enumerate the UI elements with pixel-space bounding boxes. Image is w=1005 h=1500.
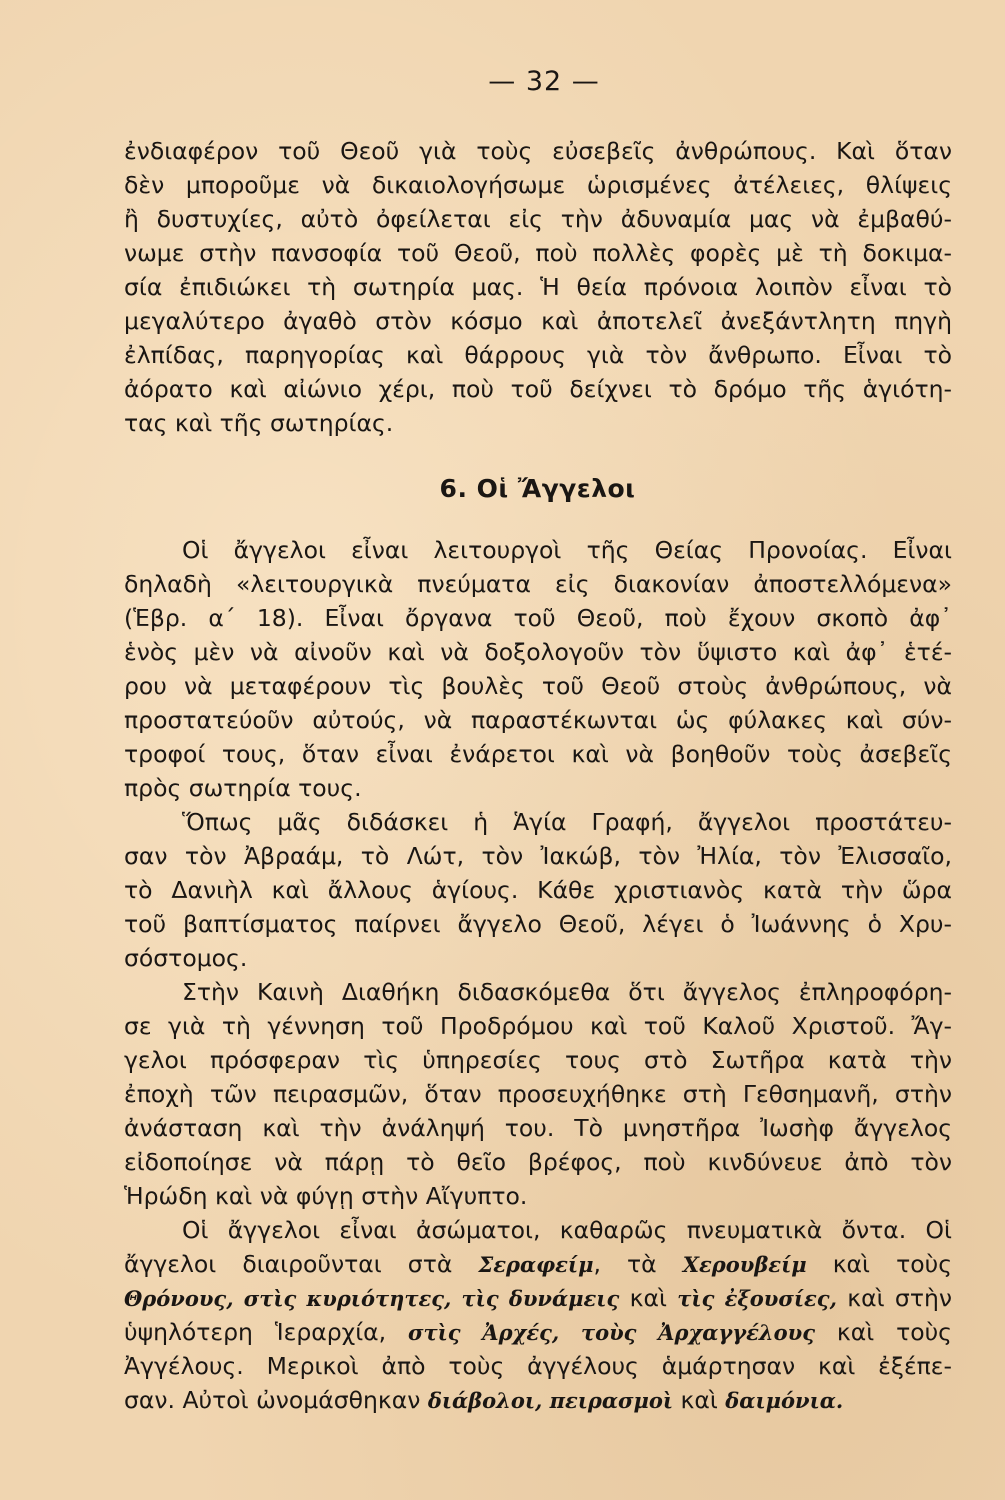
paragraph-angels-ministers xyxy=(124,533,952,805)
emphasized-term: Χερουβείμ xyxy=(682,1252,807,1277)
text-line: ἐνδιαφέρον τοῦ Θεοῦ γιὰ τοὺς εὐσεβεῖς ἀνθρώπους. Καὶ ὅταν xyxy=(124,137,952,165)
text-line: μεγαλύτερο ἀγαθὸ στὸν κόσμο καὶ ἀποτελεῖ ἀνεξάντλητη πηγὴ xyxy=(124,307,952,335)
text-line: σε γιὰ τὴ γέννηση τοῦ Προδρόμου καὶ τοῦ Καλοῦ Χριστοῦ. Ἄγ- xyxy=(124,1012,952,1040)
text-run: καὶ στὴν xyxy=(836,1284,952,1312)
text-line: σαν τὸν Ἀβραάμ, τὸ Λώτ, τὸν Ἰακώβ, τὸν Ἠλία, τὸν Ἐλισσαῖο, xyxy=(124,842,952,870)
emphasized-term: διάβολοι, πειρασμοὶ xyxy=(427,1388,674,1413)
text-line: τοῦ βαπτίσματος παίρνει ἄγγελο Θεοῦ, λέγει ὁ Ἰωάννης ὁ Χρυ- xyxy=(124,910,952,938)
text-line xyxy=(124,1315,952,1349)
text-line: Οἱ ἄγγελοι εἶναι λειτουργοὶ τῆς Θείας Προνοίας. Εἶναι xyxy=(182,536,952,564)
text-line: δὲν μποροῦμε νὰ δικαιολογήσωμε ὡρισμένες ἀτέλειες, θλίψεις xyxy=(124,171,952,199)
text-run: , τὰ xyxy=(593,1250,683,1278)
text-line: προστατεύοῦν αὐτούς, νὰ παραστέκωνται ὡς φύλακες καὶ σύν- xyxy=(124,706,952,734)
text-line: νωμε στὴν πανσοφία τοῦ Θεοῦ, ποὺ πολλὲς φορὲς μὲ τὴ δοκιμα- xyxy=(124,239,952,267)
text-run: καὶ xyxy=(619,1284,678,1312)
text-line xyxy=(124,1281,952,1315)
paragraph-angel-orders xyxy=(124,1213,952,1417)
text-line: ἐποχὴ τῶν πειρασμῶν, ὅταν προσευχήθηκε στὴ Γεθσημανῆ, στὴν xyxy=(124,1080,952,1108)
emphasized-term: Θρόνους, στὶς κυριότητες, τὶς δυνάμεις xyxy=(124,1286,620,1311)
text-line: ἐλπίδας, παρηγορίας καὶ θάρρους γιὰ τὸν ἄνθρωπο. Εἶναι τὸ xyxy=(124,341,952,369)
text-line: τροφοί τους, ὅταν εἶναι ἐνάρετοι καὶ νὰ βοηθοῦν τοὺς ἀσεβεῖς xyxy=(124,740,952,768)
paragraph-providence xyxy=(124,134,952,440)
text-line: σία ἐπιδιώκει τὴ σωτηρία μας. Ἡ θεία πρόνοια λοιπὸν εἶναι τὸ xyxy=(124,273,952,301)
text-line: Ἀγγέλους. Μερικοὶ ἀπὸ τοὺς ἀγγέλους ἁμάρτησαν καὶ ἐξέπε- xyxy=(124,1352,952,1380)
text-run: καὶ xyxy=(673,1386,726,1414)
text-line: Στὴν Καινὴ Διαθήκη διδασκόμεθα ὅτι ἄγγελος ἐπληροφόρη- xyxy=(182,978,952,1006)
emphasized-term: τὶς ἐξουσίες, xyxy=(677,1286,837,1311)
text-run: ἄγγελοι διαιροῦνται στὰ xyxy=(124,1250,479,1278)
paragraph-new-testament xyxy=(124,975,952,1213)
text-line: ἀόρατο καὶ αἰώνιο χέρι, ποὺ τοῦ δείχνει τὸ δρόμο τῆς ἁγιότη- xyxy=(124,375,952,403)
text-line: ρου νὰ μεταφέρουν τὶς βουλὲς τοῦ Θεοῦ στοὺς ἀνθρώπους, νὰ xyxy=(124,672,952,700)
text-run: καὶ τοὺς xyxy=(806,1250,952,1278)
text-line: Ὅπως μᾶς διδάσκει ἡ Ἁγία Γραφή, ἄγγελοι προστάτευ- xyxy=(182,808,952,836)
text-line: δηλαδὴ «λειτουργικὰ πνεύματα εἰς διακονίαν ἀποστελλόμενα» xyxy=(124,570,952,598)
text-line: Ἡρώδη καὶ νὰ φύγῃ στὴν Αἴγυπτο. xyxy=(124,1182,528,1210)
paragraph-scripture xyxy=(124,805,952,975)
text-line: ἢ δυστυχίες, αὐτὸ ὀφείλεται εἰς τὴν ἀδυναμία μας νὰ ἐμβαθύ- xyxy=(124,205,952,233)
emphasized-term: Σεραφείμ xyxy=(478,1252,594,1277)
text-run: καὶ τοὺς xyxy=(815,1318,952,1346)
emphasized-term: δαιμόνια. xyxy=(725,1388,844,1413)
text-line: σόστομος. xyxy=(124,944,248,972)
text-line: εἰδοποίησε νὰ πάρῃ τὸ θεῖο βρέφος, ποὺ κινδύνευε ἀπὸ τὸν xyxy=(124,1148,952,1176)
emphasized-term: στὶς Ἀρχές, τοὺς Ἀρχαγγέλους xyxy=(408,1320,815,1345)
text-run: ὑψηλότερη Ἱεραρχία, xyxy=(124,1318,409,1346)
section-heading: 6. Οἱ Ἄγγελοι xyxy=(439,474,636,503)
text-line xyxy=(124,1383,952,1417)
section-body xyxy=(124,533,952,1417)
text-run: σαν. Αὐτοὶ ὠνομάσθηκαν xyxy=(124,1386,428,1414)
text-line: πρὸς σωτηρία τους. xyxy=(124,774,362,802)
page-number: — 32 — xyxy=(488,66,600,97)
text-line: (Ἑβρ. α´ 18). Εἶναι ὄργανα τοῦ Θεοῦ, ποὺ ἔχουν σκοπὸ ἀφ᾽ xyxy=(124,604,952,632)
text-line: ἀνάσταση καὶ τὴν ἀνάληψή του. Τὸ μνηστῆρα Ἰωσὴφ ἄγγελος xyxy=(124,1114,952,1142)
text-line: Οἱ ἄγγελοι εἶναι ἀσώματοι, καθαρῶς πνευματικὰ ὄντα. Οἱ xyxy=(182,1216,952,1244)
text-line: ἑνὸς μὲν νὰ αἰνοῦν καὶ νὰ δοξολογοῦν τὸν ὕψιστο καὶ ἀφ᾽ ἑτέ- xyxy=(124,638,952,666)
text-line: γελοι πρόσφεραν τὶς ὑπηρεσίες τους στὸ Σωτῆρα κατὰ τὴν xyxy=(124,1046,952,1074)
text-line: τὸ Δανιὴλ καὶ ἄλλους ἁγίους. Κάθε χριστιανὸς κατὰ τὴν ὥρα xyxy=(124,876,952,904)
text-line: τας καὶ τῆς σωτηρίας. xyxy=(124,409,394,437)
text-line xyxy=(124,1247,952,1281)
